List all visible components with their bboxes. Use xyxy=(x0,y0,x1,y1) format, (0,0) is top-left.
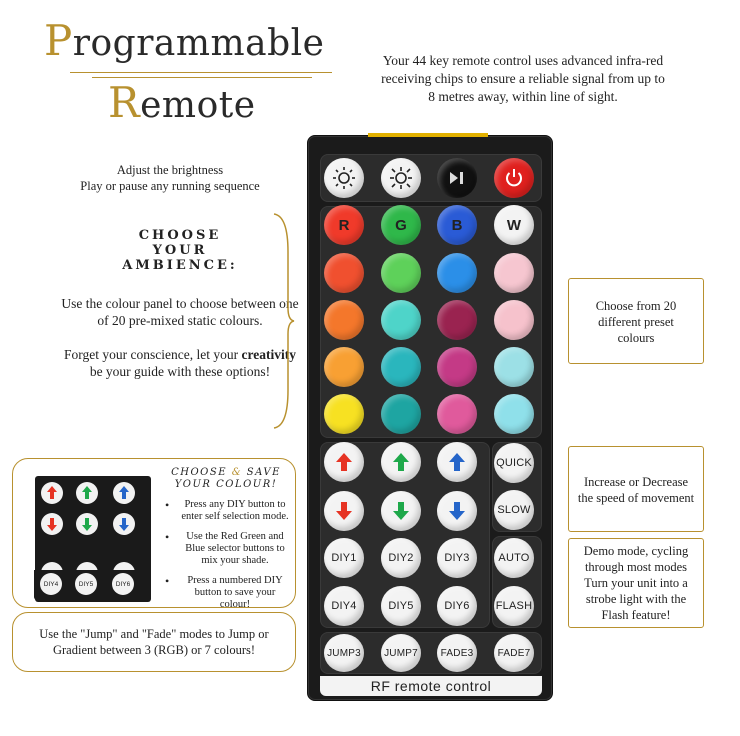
power-button[interactable] xyxy=(494,158,534,198)
demo-box xyxy=(568,538,704,628)
preset-colour-button-r3-c1[interactable] xyxy=(324,347,364,387)
ambience-para-2-pre: Forget your conscience, let your xyxy=(64,347,239,362)
blue-down-arrow-icon xyxy=(448,501,466,521)
remote-control xyxy=(307,135,553,701)
auto-button[interactable] xyxy=(494,538,534,578)
green-up-arrow-icon xyxy=(392,452,410,472)
diy5-label: DIY5 xyxy=(388,600,414,612)
diy-heading-b: SAVE xyxy=(246,467,281,478)
diy4-label: DIY4 xyxy=(331,600,357,612)
ambience-head-1: CHOOSE xyxy=(138,228,222,243)
preset-box xyxy=(568,278,704,364)
blue-button[interactable] xyxy=(437,205,477,245)
preset-colour-button-r4-c2[interactable] xyxy=(381,394,421,434)
ambience-para-1: Use the colour panel to choose between one of 20 pre-mixed static colours. xyxy=(61,296,299,328)
jump-note-text: Use the "Jump" and "Fade" modes to Jump or Gradient between 3 (RGB) or 7 colours! xyxy=(39,627,269,657)
preset-colour-button-r2-c3[interactable] xyxy=(437,300,477,340)
preset-colour-button-r3-c2[interactable] xyxy=(381,347,421,387)
ambience-para-2 xyxy=(60,346,300,380)
diy-bullet-1: • Press any DIY button to enter self selection mode. xyxy=(163,499,289,523)
fade7-label: FADE7 xyxy=(497,647,531,659)
slow-label: SLOW xyxy=(497,504,531,516)
diy2-button[interactable] xyxy=(381,538,421,578)
diy-heading-a: CHOOSE xyxy=(171,467,228,478)
footer-strip xyxy=(320,676,542,696)
brightness-note-line-1: Adjust the brightness xyxy=(116,163,224,177)
mini-diy5-button: DIY5 xyxy=(75,573,97,595)
ambience-para-2-post: be your guide with these options! xyxy=(89,364,271,379)
ambience-head-2: YOUR xyxy=(152,243,208,258)
blue-up-arrow-icon xyxy=(448,452,466,472)
quick-label: QUICK xyxy=(496,457,532,469)
demo-text: Demo mode, cycling through most modes Turn your unit into a strobe light with the Flash feature! xyxy=(583,544,689,622)
preset-colour-button-r1-c4[interactable] xyxy=(494,253,534,293)
green-down-arrow-icon xyxy=(392,501,410,521)
red-down-button[interactable] xyxy=(324,491,364,531)
sun-small-icon xyxy=(332,166,356,190)
red-down-arrow-icon xyxy=(335,501,353,521)
jump3-button[interactable] xyxy=(324,634,364,672)
preset-colour-button-r2-c4[interactable] xyxy=(494,300,534,340)
jump3-label: JUMP3 xyxy=(327,647,361,659)
sun-large-icon xyxy=(389,166,413,190)
red-button[interactable] xyxy=(324,205,364,245)
diy6-label: DIY6 xyxy=(444,600,470,612)
diy-heading-c: YOUR COLOUR! xyxy=(174,479,278,490)
flash-label: FLASH xyxy=(495,600,533,612)
preset-colour-button-r1-c2[interactable] xyxy=(381,253,421,293)
title-line-2 xyxy=(108,78,256,127)
diy3-label: DIY3 xyxy=(444,552,470,564)
title-divider xyxy=(70,72,332,73)
fade3-label: FADE3 xyxy=(440,647,474,659)
green-button[interactable] xyxy=(381,205,421,245)
brightness-note-line-2: Play or pause any running sequence xyxy=(80,179,260,193)
blue-down-button[interactable] xyxy=(437,491,477,531)
green-down-button[interactable] xyxy=(381,491,421,531)
green-label: G xyxy=(395,216,407,234)
preset-colour-button-r3-c3[interactable] xyxy=(437,347,477,387)
mini-remote-bottom xyxy=(34,570,150,600)
blue-label: B xyxy=(451,216,463,234)
diy-heading-amp: & xyxy=(231,467,243,478)
diy4-button[interactable] xyxy=(324,586,364,626)
diy2-label: DIY2 xyxy=(388,552,414,564)
fade7-button[interactable] xyxy=(494,634,534,672)
diy-bullet-list xyxy=(163,499,289,611)
ambience-creativity: creativity xyxy=(241,347,296,362)
diy1-label: DIY1 xyxy=(331,552,357,564)
fade3-button[interactable] xyxy=(437,634,477,672)
preset-colour-button-r3-c4[interactable] xyxy=(494,347,534,387)
play-pause-button[interactable] xyxy=(437,158,477,198)
ambience-head-3: AMBIENCE: xyxy=(122,258,238,273)
preset-colour-button-r2-c2[interactable] xyxy=(381,300,421,340)
mini-diy4-button: DIY4 xyxy=(40,573,62,595)
diy6-button[interactable] xyxy=(437,586,477,626)
red-label: R xyxy=(338,216,350,234)
speed-box xyxy=(568,446,704,532)
speed-text: Increase or Decrease the speed of movement xyxy=(577,475,695,505)
green-up-button[interactable] xyxy=(381,442,421,482)
jump7-button[interactable] xyxy=(381,634,421,672)
white-button[interactable] xyxy=(494,205,534,245)
rf-remote-control-label: RF remote control xyxy=(370,678,492,694)
remote-top-accent xyxy=(368,133,488,137)
mini-diy6-button: DIY6 xyxy=(112,573,134,595)
diy-bullet-2: • Use the Red Green and Blue selector buttons to mix your shade. xyxy=(163,531,289,567)
red-up-arrow-icon xyxy=(335,452,353,472)
title-word-1: rogrammable xyxy=(72,23,325,64)
jump-note-box xyxy=(12,612,296,672)
intro-text: Your 44 key remote control uses advanced infra-red receiving chips to ensure a reliable signal from up to 8 metres away, within line of sight. xyxy=(381,53,665,104)
preset-colour-button-r2-c1[interactable] xyxy=(324,300,364,340)
quick-button[interactable] xyxy=(494,443,534,483)
ambience-section xyxy=(60,228,300,380)
diy5-button[interactable] xyxy=(381,586,421,626)
mini-arrows xyxy=(41,482,135,535)
brightness-up-button[interactable] xyxy=(381,158,421,198)
auto-label: AUTO xyxy=(498,552,530,564)
preset-text: Choose from 20 different preset colours xyxy=(595,299,677,345)
diy3-button[interactable] xyxy=(437,538,477,578)
slow-button[interactable] xyxy=(494,490,534,530)
power-icon xyxy=(503,167,525,189)
flash-button[interactable] xyxy=(494,586,534,626)
preset-colour-button-r1-c3[interactable] xyxy=(437,253,477,293)
brightness-note xyxy=(40,162,300,194)
white-label: W xyxy=(506,216,522,234)
diy-bullet-3: • Press a numbered DIY button to save your colour! xyxy=(163,575,289,611)
play-pause-icon xyxy=(447,170,467,186)
diy1-button[interactable] xyxy=(324,538,364,578)
title-word-2: emote xyxy=(140,85,256,126)
blue-up-button[interactable] xyxy=(437,442,477,482)
title-line-1 xyxy=(44,16,325,65)
jump7-label: JUMP7 xyxy=(384,647,418,659)
red-up-button[interactable] xyxy=(324,442,364,482)
diy-heading xyxy=(163,467,289,479)
brightness-down-button[interactable] xyxy=(324,158,364,198)
preset-colour-button-r4-c4[interactable] xyxy=(494,394,534,434)
preset-colour-button-r4-c3[interactable] xyxy=(437,394,477,434)
preset-colour-button-r1-c1[interactable] xyxy=(324,253,364,293)
diy-text xyxy=(163,467,289,619)
preset-colour-button-r4-c1[interactable] xyxy=(324,394,364,434)
title-initial-p: P xyxy=(44,16,73,65)
brace-decoration xyxy=(272,212,296,430)
title-initial-r: R xyxy=(108,78,141,127)
